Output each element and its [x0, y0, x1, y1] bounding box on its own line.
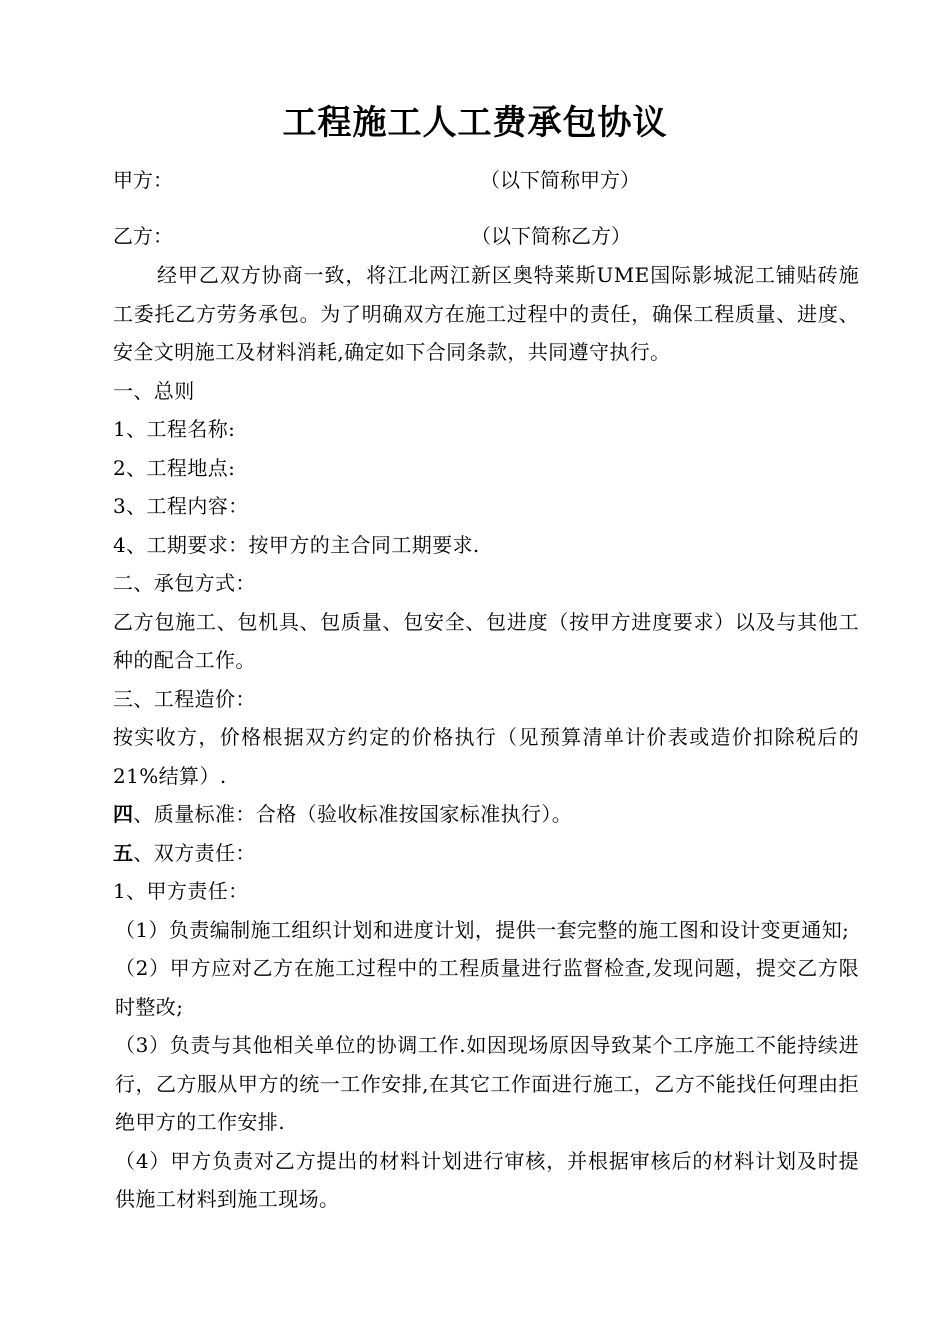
duty-item: （4）甲方负责对乙方提出的材料计划进行审核，并根据审核后的材料计划及时提供施工材料到施工现场。	[115, 1148, 859, 1211]
section-1-item: 2、工程地点:	[113, 455, 236, 480]
section-4-number: 四	[113, 802, 134, 826]
section-1-item: 1、工程名称:	[113, 417, 236, 441]
section-1-item: 4、工期要求：按甲方的主合同工期要求.	[113, 532, 480, 557]
party-a-duties-heading: 1、甲方责任：	[113, 879, 249, 903]
document-title: 工程施工人工费承包协议	[282, 103, 668, 143]
party-a-line	[113, 165, 640, 195]
duty-item: （1）负责编制施工组织计划和进度计划，提供一套完整的施工图和设计变更通知;	[115, 917, 850, 942]
section-3-text: 按实收方，价格根据双方约定的价格执行（见预算清单计价表或造价扣除税后的21%结算）.	[113, 725, 859, 788]
duty-item: （2）甲方应对乙方在施工过程中的工程质量进行监督检查,发现问题，提交乙方限时整改;	[115, 956, 859, 1019]
party-b-note: （以下简称乙方）	[471, 224, 631, 248]
party-b-line	[113, 221, 631, 251]
section-5-number: 五	[113, 840, 134, 865]
duty-item: （3）负责与其他相关单位的协调工作.如因现场原因导致某个工序施工不能持续进行，乙方服从甲方的统一工作安排,在其它工作面进行施工，乙方不能找任何理由拒绝甲方的工作安排.	[115, 1033, 859, 1134]
section-2-heading: 二、承包方式：	[113, 571, 256, 595]
document-body	[113, 256, 859, 1219]
section-3-heading: 三、工程造价：	[113, 686, 256, 711]
section-5-heading	[113, 834, 859, 873]
section-2-text: 乙方包施工、包机具、包质量、包安全、包进度（按甲方进度要求）以及与其他工种的配合工作。	[113, 609, 859, 672]
party-b-label: 乙方：	[113, 224, 173, 248]
party-a-label: 甲方：	[113, 168, 173, 192]
section-1-heading: 一、总则	[113, 378, 195, 403]
section-5-text: 、双方责任：	[133, 840, 256, 865]
party-a-note: （以下简称甲方）	[480, 168, 640, 192]
section-4-text: 、质量标准：合格（验收标准按国家标准执行）。	[133, 802, 573, 826]
section-4-line	[113, 795, 859, 834]
section-1-item: 3、工程内容：	[113, 494, 249, 518]
intro-paragraph: 经甲乙双方协商一致，将江北两江新区奥特莱斯UME国际影城泥工铺贴砖施工委托乙方劳务承包。为了明确双方在施工过程中的责任，确保工程质量、进度、安全文明施工及材料消耗,确定如下合同条款，共同遵守执行。	[113, 263, 859, 364]
